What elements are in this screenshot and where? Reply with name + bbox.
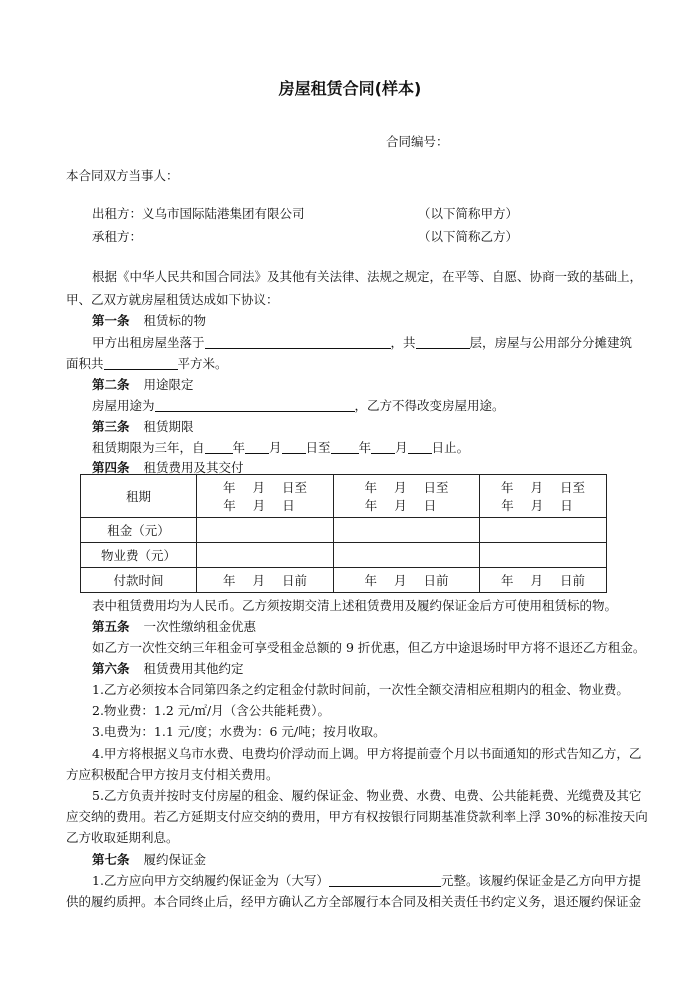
article-1-title: 租赁标的物 bbox=[143, 313, 207, 328]
area-blank[interactable] bbox=[104, 356, 178, 370]
a2-text-1: 房屋用途为 bbox=[92, 398, 155, 413]
article-2-title: 用途限定 bbox=[143, 377, 194, 392]
article-6-item-3: 3.电费为：1.1 元/度；水费为：6 元/吨；按月收取。 bbox=[92, 724, 386, 739]
table-row bbox=[81, 543, 607, 568]
property-fee-cell-2[interactable] bbox=[334, 543, 480, 568]
rent-cell-1[interactable] bbox=[197, 518, 334, 543]
table-row bbox=[81, 568, 607, 593]
article-7-heading bbox=[92, 850, 206, 868]
article-6-no: 第六条 bbox=[92, 661, 130, 676]
a1-text-5: 平方米。 bbox=[177, 356, 228, 371]
end-month-blank[interactable] bbox=[371, 440, 395, 454]
period-header: 租期 bbox=[81, 475, 197, 518]
article-2-heading bbox=[92, 375, 194, 393]
property-fee-label: 物业费（元） bbox=[81, 543, 197, 568]
lessor-alias: （以下简称甲方） bbox=[418, 206, 519, 221]
article-3-line-1 bbox=[92, 438, 469, 456]
rent-schedule-table bbox=[80, 474, 607, 593]
article-1-line-2 bbox=[66, 354, 228, 372]
article-1-heading bbox=[92, 311, 206, 329]
a1-text-1: 甲方出租房屋坐落于 bbox=[92, 335, 205, 350]
after-table-note: 表中租赁费用均为人民币。乙方须按期交清上述租赁费用及履约保证金后方可使用租赁标的物。 bbox=[92, 598, 618, 613]
article-5-heading bbox=[92, 617, 256, 635]
payment-time-cell-3: 年 月 日前 bbox=[480, 568, 607, 593]
start-day-blank[interactable] bbox=[282, 440, 306, 454]
article-3-no: 第三条 bbox=[92, 419, 130, 434]
a1-text-4: 面积共 bbox=[66, 356, 104, 371]
article-7-no: 第七条 bbox=[92, 852, 130, 867]
article-1-no: 第一条 bbox=[92, 313, 130, 328]
a3-day-end: 日止。 bbox=[431, 440, 470, 455]
article-4-no: 第四条 bbox=[92, 460, 130, 475]
article-2-no: 第二条 bbox=[92, 377, 130, 392]
usage-blank[interactable] bbox=[155, 398, 355, 412]
rent-cell-3[interactable] bbox=[480, 518, 607, 543]
a7-text-2: 元整。该履约保证金是乙方向甲方提 bbox=[440, 873, 641, 888]
article-6-item-5-line-3: 乙方收取延期利息。 bbox=[66, 830, 179, 845]
article-5-title: 一次性缴纳租金优惠 bbox=[143, 619, 257, 634]
article-6-item-1: 1.乙方必须按本合同第四条之约定租金付款时间前，一次性全额交清相应租期内的租金、物业费。 bbox=[92, 682, 629, 697]
payment-time-label: 付款时间 bbox=[81, 568, 197, 593]
page-title: 房屋租赁合同(样本) bbox=[278, 79, 422, 98]
a3-year-1: 年 bbox=[232, 440, 246, 455]
parties-heading: 本合同双方当事人： bbox=[66, 168, 179, 183]
payment-time-cell-2: 年 月 日前 bbox=[334, 568, 480, 593]
article-6-heading bbox=[92, 659, 244, 677]
article-6-item-5-line-2: 应交纳的费用。若乙方延期支付应交纳的费用，甲方有权按银行同期基准贷款利率上浮 30%的标准按天向 bbox=[66, 809, 648, 824]
a1-text-3: 层，房屋与公用部分分摊建筑 bbox=[469, 335, 633, 350]
a2-text-2: ，乙方不得改变房屋用途。 bbox=[354, 398, 505, 413]
end-year-blank[interactable] bbox=[331, 440, 359, 454]
article-7-item-1-line-2: 供的履约质押。本合同终止后，经甲方确认乙方全部履行本合同及相关责任书约定义务，退还履约保证金 bbox=[66, 894, 642, 909]
article-1-line-1 bbox=[92, 333, 632, 351]
deposit-amount-blank[interactable] bbox=[329, 873, 441, 887]
start-month-blank[interactable] bbox=[245, 440, 269, 454]
period-cell-2: 年 月 日至 年 月 日 bbox=[334, 475, 480, 518]
article-5-text: 如乙方一次性交纳三年租金可享受租金总额的 9 折优惠，但乙方中途退场时甲方将不退还乙方租金。 bbox=[92, 640, 646, 655]
a3-month-2: 月 bbox=[395, 440, 408, 455]
a3-year-2: 年 bbox=[358, 440, 372, 455]
article-3-heading bbox=[92, 417, 194, 435]
article-6-item-5-line-1: 5.乙方负责并按时支付房屋的租金、履约保证金、物业费、水费、电费、公共能耗费、光缆费及其它 bbox=[92, 788, 642, 803]
a3-month-1: 月 bbox=[269, 440, 282, 455]
article-7-title: 履约保证金 bbox=[143, 852, 207, 867]
article-4-title: 租赁费用及其交付 bbox=[143, 460, 244, 475]
location-blank[interactable] bbox=[205, 335, 391, 349]
period-cell-1: 年 月 日至 年 月 日 bbox=[197, 475, 334, 518]
rent-cell-2[interactable] bbox=[334, 518, 480, 543]
start-year-blank[interactable] bbox=[205, 440, 233, 454]
table-row bbox=[81, 518, 607, 543]
end-day-blank[interactable] bbox=[408, 440, 432, 454]
lessor-line bbox=[92, 204, 305, 222]
article-6-title: 租赁费用其他约定 bbox=[143, 661, 244, 676]
article-2-line-1 bbox=[92, 396, 505, 414]
intro-line-2: 甲、乙双方就房屋租赁达成如下协议： bbox=[66, 292, 279, 307]
period-cell-3: 年 月 日至 年 月 日 bbox=[480, 475, 607, 518]
a3-text-1: 租赁期限为三年，自 bbox=[92, 440, 205, 455]
contract-no-label: 合同编号： bbox=[386, 134, 449, 149]
property-fee-cell-3[interactable] bbox=[480, 543, 607, 568]
article-6-item-4-line-1: 4.甲方将根据义乌市水费、电费均价浮动而上调。甲方将提前壹个月以书面通知的形式告知乙方，乙 bbox=[92, 746, 642, 761]
a7-text-1: 1.乙方应向甲方交纳履约保证金为（大写） bbox=[92, 873, 329, 888]
rent-label: 租金（元） bbox=[81, 518, 197, 543]
lessor-label: 出租方： bbox=[92, 206, 143, 221]
payment-time-cell-1: 年 月 日前 bbox=[197, 568, 334, 593]
lessor-name: 义乌市国际陆港集团有限公司 bbox=[142, 206, 305, 221]
article-7-item-1 bbox=[92, 871, 641, 889]
a3-day-to: 日至 bbox=[305, 440, 331, 455]
table-row bbox=[81, 475, 607, 518]
article-6-item-4-line-2: 方应积极配合甲方按月支付相关费用。 bbox=[66, 767, 279, 782]
a1-text-2: ，共 bbox=[390, 335, 416, 350]
floors-blank[interactable] bbox=[416, 335, 470, 349]
lessee-label: 承租方： bbox=[92, 229, 143, 244]
lessee-alias: （以下简称乙方） bbox=[418, 229, 519, 244]
property-fee-cell-1[interactable] bbox=[197, 543, 334, 568]
article-5-no: 第五条 bbox=[92, 619, 130, 634]
intro-line-1: 根据《中华人民共和国合同法》及其他有关法律、法规之规定，在平等、自愿、协商一致的基础上， bbox=[92, 269, 643, 284]
article-6-item-2: 2.物业费：1.2 元/㎡/月（含公共能耗费）。 bbox=[92, 703, 330, 718]
article-3-title: 租赁期限 bbox=[143, 419, 194, 434]
